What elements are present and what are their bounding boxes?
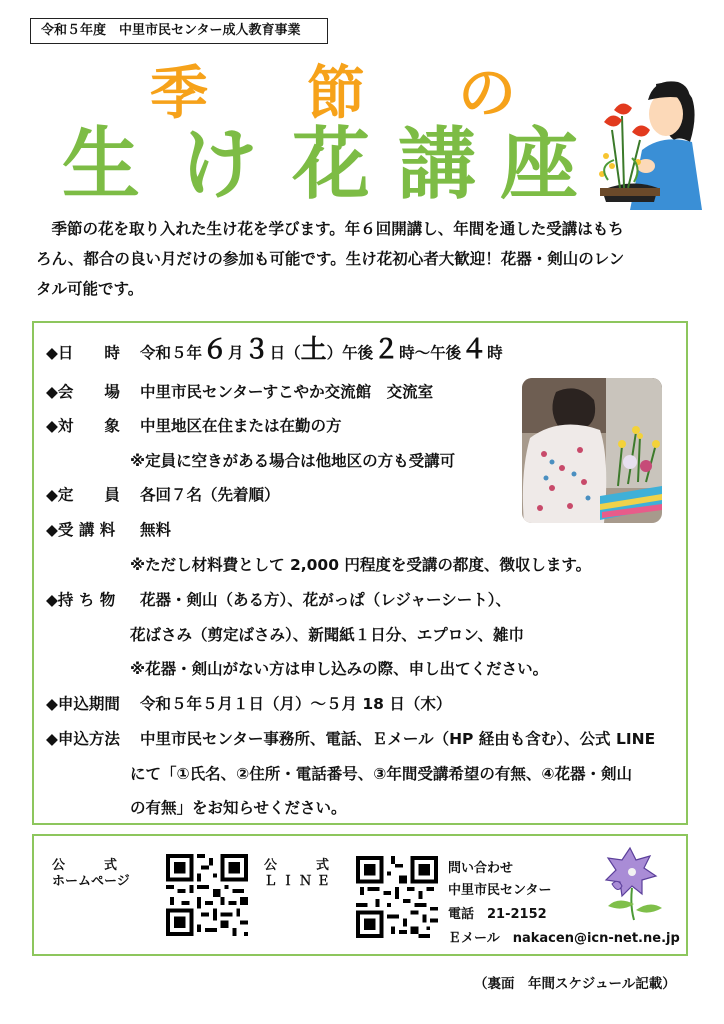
fee-row [46, 518, 171, 542]
contact-title: 問い合わせ [448, 861, 514, 876]
bring-line1: 花器・剣山（ある方）、花がっぱ（レジャーシート）、 [140, 591, 511, 609]
datetime-end: ４ [461, 335, 488, 365]
target-row [46, 414, 342, 438]
fee-note: ※ただし材料費として 2,000 円程度を受講の都度、徴収します。 [130, 556, 592, 574]
datetime-month: ６ [202, 335, 229, 365]
bring-row [46, 588, 511, 612]
method-line3: の有無」をお知らせください。 [130, 799, 347, 817]
woman-ikebana-illustration [594, 70, 702, 210]
bring-label: ◆持 ち 物 [46, 591, 116, 609]
intro-line: 季節の花を取り入れた生け花を学びます。年６回開講し、年間を通した受講はもち [36, 220, 624, 238]
intro-line: タル可能です。 [36, 280, 144, 298]
period-value: 令和５年５月１日（月）～５月 18 日（木） [140, 695, 452, 713]
period-label: ◆申込期間 [46, 695, 120, 713]
target-label: ◆対 象 [46, 417, 120, 435]
venue-row [46, 380, 433, 404]
method-line1: 中里市民センター事務所、電話、Ｅメール（HP 経由も含む）、公式 LINE [140, 730, 656, 748]
bring-note: ※花器・剣山がない方は申し込みの際、申し出てください。 [130, 660, 549, 678]
datetime-weekday-close: ）午後 [326, 344, 374, 362]
capacity-row [46, 483, 280, 507]
target-note: ※定員に空きがある場合は他地区の方も受講可 [130, 452, 456, 470]
capacity-label: ◆定 員 [46, 486, 120, 504]
contact-phone: 電話 21-2152 [448, 907, 547, 922]
hp-label: 公 式 ホームページ [52, 858, 130, 889]
method-line2: にて「①氏名、②住所・電話番号、③年間受講希望の有無、④花器・剣山 [130, 765, 632, 783]
header-label: 令和５年度 中里市民センター成人教育事業 [30, 18, 328, 44]
datetime-day: ３ [243, 335, 270, 365]
contact-email: Ｅメール nakacen@icn-net.ne.jp [448, 931, 680, 946]
datetime-row [46, 335, 503, 365]
datetime-weekday: 土 [300, 335, 327, 365]
title-char: の [458, 59, 519, 127]
datetime-day-unit: 日（ [269, 344, 301, 362]
venue-value: 中里市民センターすこやか交流館 交流室 [140, 383, 434, 401]
title-char: 季 [150, 59, 211, 127]
method-label: ◆申込方法 [46, 730, 120, 748]
intro-paragraph [36, 214, 688, 304]
line-qr-code[interactable] [356, 856, 438, 938]
bring-line2: 花ばさみ（剪定ばさみ）、新聞紙１日分、エプロン、雑巾 [130, 626, 525, 644]
fee-value: 無料 [140, 521, 172, 539]
title-char: 生 [62, 120, 141, 210]
period-row [46, 692, 451, 716]
datetime-start: ２ [373, 335, 400, 365]
target-value: 中里地区在住または在勤の方 [140, 417, 342, 435]
datetime-era: 令和５年 [140, 344, 203, 362]
venue-label: ◆会 場 [46, 383, 120, 401]
contact-org: 中里市民センター [448, 883, 552, 898]
datetime-month-unit: 月 [228, 344, 244, 362]
capacity-value: 各回７名（先着順） [140, 486, 280, 504]
datetime-label: ◆日 時 [46, 344, 120, 362]
datetime-end-unit: 時 [487, 344, 503, 362]
fee-label: ◆受 講 料 [46, 521, 116, 539]
title-char: 節 [307, 59, 368, 127]
intro-line: ろん、都合の良い月だけの参加も可能です。生け花初心者大歓迎！花器・剣山のレン [36, 250, 625, 268]
title-char: 座 [500, 120, 579, 210]
title-char: 講 [398, 120, 477, 210]
hp-qr-code[interactable] [166, 854, 248, 936]
method-row [46, 727, 655, 751]
class-photo [522, 378, 662, 523]
title-char: 花 [292, 120, 371, 210]
title-char: け [180, 120, 259, 210]
back-side-note: （裏面 年間スケジュール記載） [474, 976, 676, 992]
line-label: 公 式 Ｌ Ｉ Ｎ Ｅ [264, 858, 330, 889]
bellflower-illustration [596, 840, 674, 922]
datetime-mid: 時～午後 [399, 344, 462, 362]
